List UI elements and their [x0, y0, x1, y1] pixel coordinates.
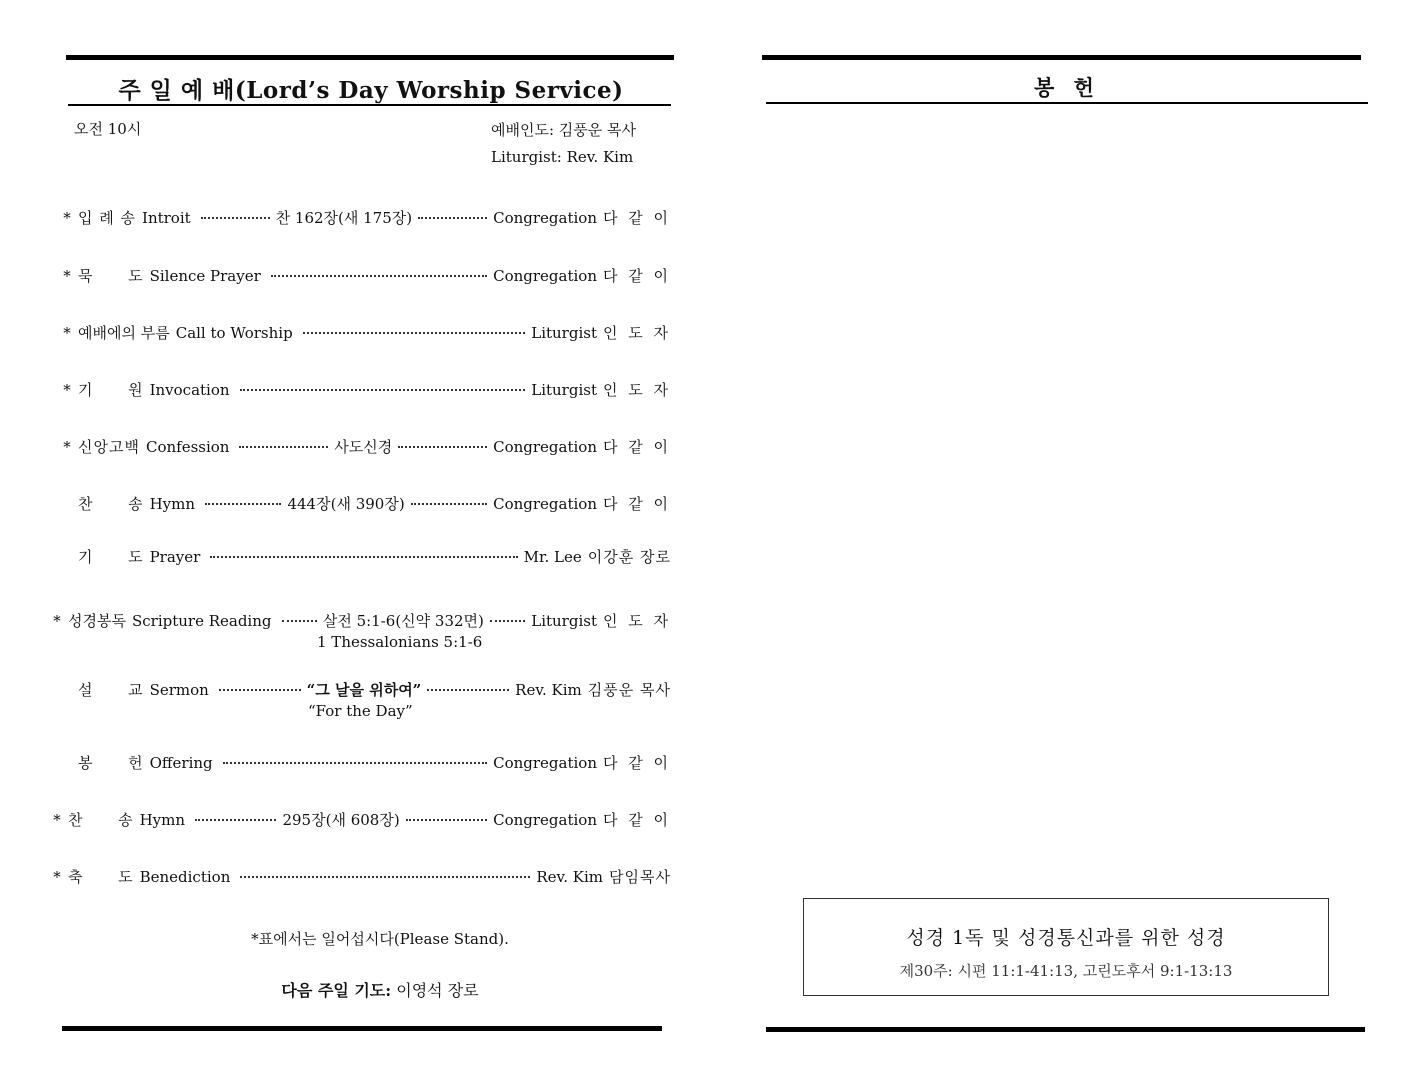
left-page	[0, 0, 700, 1088]
stand-footnote: *표에서는 일어섭시다(Please Stand).	[251, 930, 509, 948]
item-name: 찬 송	[78, 495, 144, 513]
dot-leader	[411, 503, 487, 505]
item-role: Liturgist	[531, 381, 597, 399]
item-responsible: 담임목사	[609, 868, 671, 886]
item-label: Hymn	[139, 811, 186, 829]
order-item-invocation	[56, 379, 671, 400]
top-rule	[66, 55, 674, 60]
item-label: Scripture Reading	[131, 612, 272, 630]
item-responsible: 다 같 이	[603, 438, 672, 456]
dot-leader	[210, 556, 517, 558]
item-name: 성경봉독	[68, 612, 126, 630]
leader-ko: 예배인도: 김풍운 목사	[491, 121, 637, 139]
stand-mark: *	[63, 438, 71, 456]
order-item-hymn-1	[56, 493, 671, 514]
item-responsible: 김풍운 목사	[587, 681, 672, 699]
sermon-title-english: “For the Day”	[308, 702, 413, 720]
dot-leader	[490, 620, 525, 622]
item-name: 신앙고백	[78, 438, 140, 456]
dot-leader	[406, 819, 487, 821]
dot-leader	[398, 446, 487, 448]
next-week-prayer	[0, 978, 760, 1001]
order-item-benediction	[46, 866, 671, 887]
dot-leader	[240, 876, 530, 878]
title-rule	[766, 102, 1368, 104]
stand-mark: *	[53, 811, 61, 829]
title-rule	[68, 104, 671, 106]
item-label: Invocation	[149, 381, 230, 399]
stand-mark: *	[53, 868, 61, 886]
dot-leader	[205, 503, 281, 505]
item-role: Congregation	[493, 438, 597, 456]
service-time: 오전 10시	[74, 120, 142, 138]
scripture-english: 1 Thessalonians 5:1-6	[317, 633, 483, 651]
item-label: Sermon	[149, 681, 209, 699]
leader-en: Liturgist: Rev. Kim	[491, 148, 634, 166]
item-responsible: 이강훈 장로	[587, 548, 671, 566]
dot-leader	[271, 275, 487, 277]
item-responsible: 다 같 이	[602, 754, 671, 772]
bible-reading-box	[803, 898, 1329, 996]
order-item-prayer	[56, 546, 671, 567]
item-role: Congregation	[493, 495, 597, 513]
order-item-confession	[56, 436, 671, 457]
order-item-introit	[56, 207, 671, 228]
stand-mark: *	[63, 381, 71, 399]
item-role: Mr. Lee	[523, 548, 582, 566]
item-name: 묵 도	[78, 267, 144, 285]
page-title: 주 일 예 배(Lord’s Day Worship Service)	[118, 77, 624, 104]
order-item-scripture-reading	[46, 610, 671, 631]
item-role: Congregation	[493, 754, 597, 772]
bottom-rule	[62, 1026, 662, 1031]
item-role: Congregation	[493, 267, 597, 285]
dot-leader	[239, 446, 328, 448]
dot-leader	[219, 689, 301, 691]
top-rule	[762, 55, 1361, 60]
item-role: Rev. Kim	[515, 681, 582, 699]
dot-leader	[303, 332, 526, 334]
item-role: Liturgist	[531, 612, 597, 630]
dot-leader	[223, 762, 487, 764]
bottom-rule	[766, 1027, 1365, 1032]
item-name: 봉 헌	[78, 754, 144, 772]
item-role: Rev. Kim	[536, 868, 604, 886]
item-detail: 295장(새 608장)	[282, 811, 400, 829]
item-detail: 사도신경	[334, 438, 393, 456]
item-label: Introit	[142, 209, 191, 227]
order-item-hymn-2	[46, 809, 671, 830]
stand-mark: *	[63, 267, 71, 285]
next-week-prayer-label: 다음 주일 기도:	[281, 981, 392, 1000]
item-detail: 찬 162장(새 175장)	[275, 209, 413, 227]
item-name: 입 례 송	[78, 209, 137, 227]
item-label: Prayer	[149, 548, 201, 566]
item-role: Congregation	[493, 811, 597, 829]
item-detail: 444장(새 390장)	[287, 495, 405, 513]
order-item-sermon	[56, 679, 671, 700]
next-week-prayer-name: 이영석 장로	[391, 981, 479, 1000]
item-label: Hymn	[149, 495, 196, 513]
leader-info	[491, 117, 636, 171]
stand-mark: *	[53, 612, 61, 630]
item-label: Call to Worship	[175, 324, 293, 342]
item-role: Liturgist	[531, 324, 597, 342]
stand-mark: *	[63, 324, 71, 342]
item-responsible: 인 도 자	[602, 324, 671, 342]
order-item-call-to-worship	[56, 322, 671, 343]
item-responsible: 다 같 이	[603, 811, 672, 829]
item-responsible: 다 같 이	[603, 495, 672, 513]
dot-leader	[195, 819, 276, 821]
item-label: Offering	[149, 754, 213, 772]
dot-leader	[201, 217, 270, 219]
bible-box-text: 제30주: 시편 11:1-41:13, 고린도후서 9:1-13:13	[899, 962, 1233, 980]
dot-leader	[240, 389, 526, 391]
item-responsible: 다 같 이	[602, 267, 671, 285]
order-item-silence-prayer	[56, 265, 671, 286]
item-detail: 살전 5:1-6(신약 332면)	[322, 612, 484, 630]
dot-leader	[282, 620, 317, 622]
item-responsible: 다 같 이	[602, 209, 671, 227]
item-label: Benediction	[139, 868, 231, 886]
item-name: 축 도	[68, 868, 134, 886]
bible-box-title: 성경 1독 및 성경통신과를 위한 성경	[906, 927, 1226, 949]
item-name: 예배에의 부름	[78, 324, 170, 342]
dot-leader	[427, 689, 509, 691]
item-name: 설 교	[78, 681, 144, 699]
item-role: Congregation	[493, 209, 597, 227]
dot-leader	[418, 217, 487, 219]
order-item-offering	[56, 752, 671, 773]
item-responsible: 인 도 자	[602, 612, 671, 630]
item-label: Silence Prayer	[149, 267, 261, 285]
right-page	[700, 0, 1404, 1088]
item-name: 찬 송	[68, 811, 134, 829]
item-responsible: 인 도 자	[602, 381, 671, 399]
item-label: Confession	[145, 438, 230, 456]
item-name: 기 원	[78, 381, 144, 399]
stand-mark: *	[63, 209, 71, 227]
offering-title: 봉 헌	[1034, 75, 1100, 100]
item-name: 기 도	[78, 548, 144, 566]
sermon-title: “그 날을 위하여”	[306, 681, 422, 699]
